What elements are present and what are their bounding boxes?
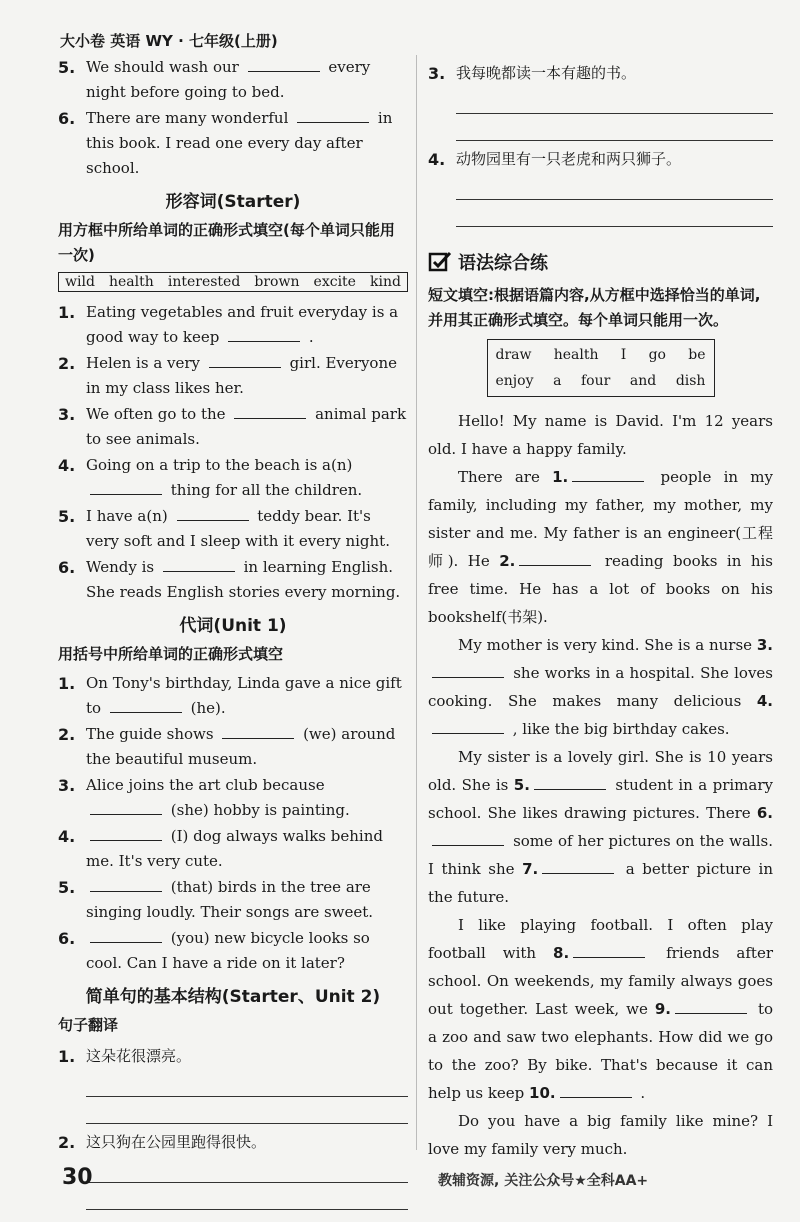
- answer-blank[interactable]: [228, 327, 300, 342]
- pron-item: 2. The guide shows (we) around the beautiful museum.: [58, 722, 408, 772]
- word-option: and: [629, 373, 657, 389]
- trans-item: 4. 动物园里有一只老虎和两只狮子。: [428, 147, 773, 172]
- column-divider: [416, 55, 417, 1150]
- blank-number[interactable]: 8.: [553, 944, 570, 962]
- grammar-word-box: [487, 339, 715, 397]
- answer-blank[interactable]: [90, 826, 162, 841]
- item-number: 6.: [58, 929, 76, 948]
- item-number: 5.: [58, 507, 76, 526]
- answer-blank[interactable]: [297, 108, 369, 123]
- sent-item: 1. 这朵花很漂亮。: [58, 1044, 408, 1069]
- answer-blank[interactable]: [177, 506, 249, 521]
- item-number: 1.: [58, 1047, 76, 1066]
- answer-blank[interactable]: [163, 557, 235, 572]
- blank-number[interactable]: 3.: [756, 636, 773, 654]
- item-number: 5.: [58, 58, 76, 77]
- sent-item: 2. 这只狗在公园里跑得很快。: [58, 1130, 408, 1155]
- running-header: 大小卷 英语 WY · 七年级(上册): [60, 32, 278, 50]
- grammar-instruction: 短文填空:根据语篇内容,从方框中选择恰当的单词,并用其正确形式填空。每个单词只能用一次。: [428, 286, 761, 329]
- left-top-items: [58, 55, 408, 181]
- item-number: 1.: [58, 303, 76, 322]
- word-option: four: [581, 373, 611, 389]
- adj-item: 1. Eating vegetables and fruit everyday is a good way to keep .: [58, 300, 408, 350]
- translation-items: [428, 61, 773, 227]
- adj-item: 5. I have a(n) teddy bear. It's very soft and I sleep with it every night.: [58, 504, 408, 554]
- item-number: 6.: [58, 109, 76, 128]
- adj-item: 4. Going on a trip to the beach is a(n) thing for all the children.: [58, 453, 408, 503]
- blank-number[interactable]: 4.: [756, 692, 773, 710]
- footer-note: 教辅资源, 关注公众号★全科AA+: [438, 1173, 649, 1189]
- answer-blank[interactable]: [90, 877, 162, 892]
- pron-item: 1. On Tony's birthday, Linda gave a nice gift to (he).: [58, 671, 408, 721]
- word-option: I: [620, 347, 627, 363]
- answer-blank[interactable]: [110, 698, 182, 713]
- adj-section-title: 形容词(Starter): [165, 192, 301, 212]
- word-option: interested: [167, 274, 241, 290]
- answer-line-blank[interactable]: [456, 87, 773, 114]
- pron-item: 3. Alice joins the art club because (she) hobby is painting.: [58, 773, 408, 823]
- checkbox-check-icon: [428, 250, 452, 274]
- adj-word-box: [58, 272, 408, 292]
- passage-paragraph: Do you have a big family like mine? I love my family very much.: [428, 1112, 773, 1158]
- answer-blank[interactable]: [234, 404, 306, 419]
- answer-blank[interactable]: [222, 724, 294, 739]
- answer-blank[interactable]: [432, 719, 504, 734]
- word-row-2: [496, 368, 706, 394]
- sent-section-title: 简单句的基本结构(Starter、Unit 2): [85, 987, 381, 1007]
- blank-number[interactable]: 7.: [522, 860, 539, 878]
- word-option: dish: [675, 373, 706, 389]
- word-row-1: [496, 342, 706, 368]
- passage-paragraph: My mother is very kind. She is a nurse 3. she works in a hospital. She loves cooking. She makes many delicious 4. , like the big birthday cakes.: [428, 636, 773, 738]
- item-number: 3.: [58, 776, 76, 795]
- item-number: 4.: [58, 827, 76, 846]
- answer-blank[interactable]: [572, 467, 644, 482]
- passage: [428, 407, 773, 1163]
- answer-line-blank[interactable]: [456, 114, 773, 141]
- blank-number[interactable]: 1.: [552, 468, 569, 486]
- answer-blank[interactable]: [560, 1083, 632, 1098]
- word-option: draw: [495, 347, 532, 363]
- answer-blank[interactable]: [432, 831, 504, 846]
- item-number: 6.: [58, 558, 76, 577]
- pron-item: 4. (I) dog always walks behind me. It's very cute.: [58, 824, 408, 874]
- adj-items: [58, 300, 408, 605]
- item-number: 5.: [58, 878, 76, 897]
- answer-blank[interactable]: [573, 943, 645, 958]
- item-number: 2.: [58, 725, 76, 744]
- answer-line-blank[interactable]: [456, 173, 773, 200]
- item-number: 1.: [58, 674, 76, 693]
- word-option: brown: [254, 274, 300, 290]
- item-number: 4.: [428, 150, 446, 169]
- answer-line-blank[interactable]: [86, 1156, 408, 1183]
- adj-item: 2. Helen is a very girl. Everyone in my class likes her.: [58, 351, 408, 401]
- answer-blank[interactable]: [209, 353, 281, 368]
- answer-blank[interactable]: [534, 775, 606, 790]
- trans-item: 3. 我每晚都读一本有趣的书。: [428, 61, 773, 86]
- item-number: 2.: [58, 354, 76, 373]
- answer-line-blank[interactable]: [86, 1070, 408, 1097]
- answer-blank[interactable]: [90, 480, 162, 495]
- word-option: health: [553, 347, 599, 363]
- item-number: 3.: [428, 64, 446, 83]
- answer-blank[interactable]: [542, 859, 614, 874]
- word-option: excite: [313, 274, 356, 290]
- word-option: wild: [65, 274, 95, 290]
- pron-items: [58, 671, 408, 976]
- grammar-title-text: 语法综合练: [458, 253, 548, 274]
- item-number: 2.: [58, 1133, 76, 1152]
- sent-subtitle: 句子翻译: [58, 1016, 119, 1034]
- grammar-title: [428, 249, 773, 275]
- passage-paragraph: There are 1. people in my family, including my father, my mother, my sister and me. My father is an engineer(工程师). He 2. reading books in his free time. He has a lot of books on his bookshelf(书架).: [428, 468, 774, 626]
- top-item: 6. There are many wonderful in this book. I read one every day after school.: [58, 106, 408, 181]
- word-option: go: [648, 347, 666, 363]
- blank-number[interactable]: 2.: [499, 552, 516, 570]
- left-column: [58, 55, 408, 1210]
- answer-line-blank[interactable]: [86, 1183, 408, 1210]
- word-option: enjoy: [495, 373, 534, 389]
- page-number: 30: [62, 1165, 93, 1190]
- word-option: kind: [370, 274, 401, 290]
- answer-blank[interactable]: [432, 663, 504, 678]
- top-item: 5. We should wash our every night before going to bed.: [58, 55, 408, 105]
- pron-instruction: 用括号中所给单词的正确形式填空: [58, 645, 284, 663]
- item-number: 4.: [58, 456, 76, 475]
- blank-number[interactable]: 5.: [513, 776, 530, 794]
- blank-number[interactable]: 6.: [756, 804, 773, 822]
- pron-item: 5. (that) birds in the tree are singing loudly. Their songs are sweet.: [58, 875, 408, 925]
- right-column: [428, 55, 773, 1163]
- answer-line-blank[interactable]: [86, 1097, 408, 1124]
- answer-line-blank[interactable]: [456, 200, 773, 227]
- adj-item: 3. We often go to the animal park to see animals.: [58, 402, 408, 452]
- item-number: 3.: [58, 405, 76, 424]
- answer-blank[interactable]: [90, 800, 162, 815]
- word-option: a: [553, 373, 562, 389]
- pron-item: 6. (you) new bicycle looks so cool. Can I have a ride on it later?: [58, 926, 408, 976]
- word-option: health: [108, 274, 154, 290]
- answer-blank[interactable]: [248, 57, 320, 72]
- passage-paragraph: Hello! My name is David. I'm 12 years old. I have a happy family.: [428, 412, 773, 458]
- passage-paragraph: I like playing football. I often play football with 8. friends after school. On weekends, my family always goes out together. Last week, we 9. to a zoo and saw two elephants. How did we go to the zoo? By bike. That's because it can help us keep 10. .: [428, 916, 774, 1102]
- adj-instruction: 用方框中所给单词的正确形式填空(每个单词只能用一次): [58, 221, 395, 264]
- answer-blank[interactable]: [675, 999, 747, 1014]
- adj-item: 6. Wendy is in learning English. She reads English stories every morning.: [58, 555, 408, 605]
- word-option: be: [688, 347, 706, 363]
- pron-section-title: 代词(Unit 1): [179, 616, 287, 636]
- blank-number[interactable]: 9.: [654, 1000, 671, 1018]
- answer-blank[interactable]: [519, 551, 591, 566]
- passage-paragraph: My sister is a lovely girl. She is 10 years old. She is 5. student in a primary school. She likes drawing pictures. There 6. some of her pictures on the walls. I think she 7. a better picture in the future.: [428, 748, 774, 906]
- answer-blank[interactable]: [90, 928, 162, 943]
- sent-items: [58, 1044, 408, 1210]
- blank-number[interactable]: 10.: [529, 1084, 556, 1102]
